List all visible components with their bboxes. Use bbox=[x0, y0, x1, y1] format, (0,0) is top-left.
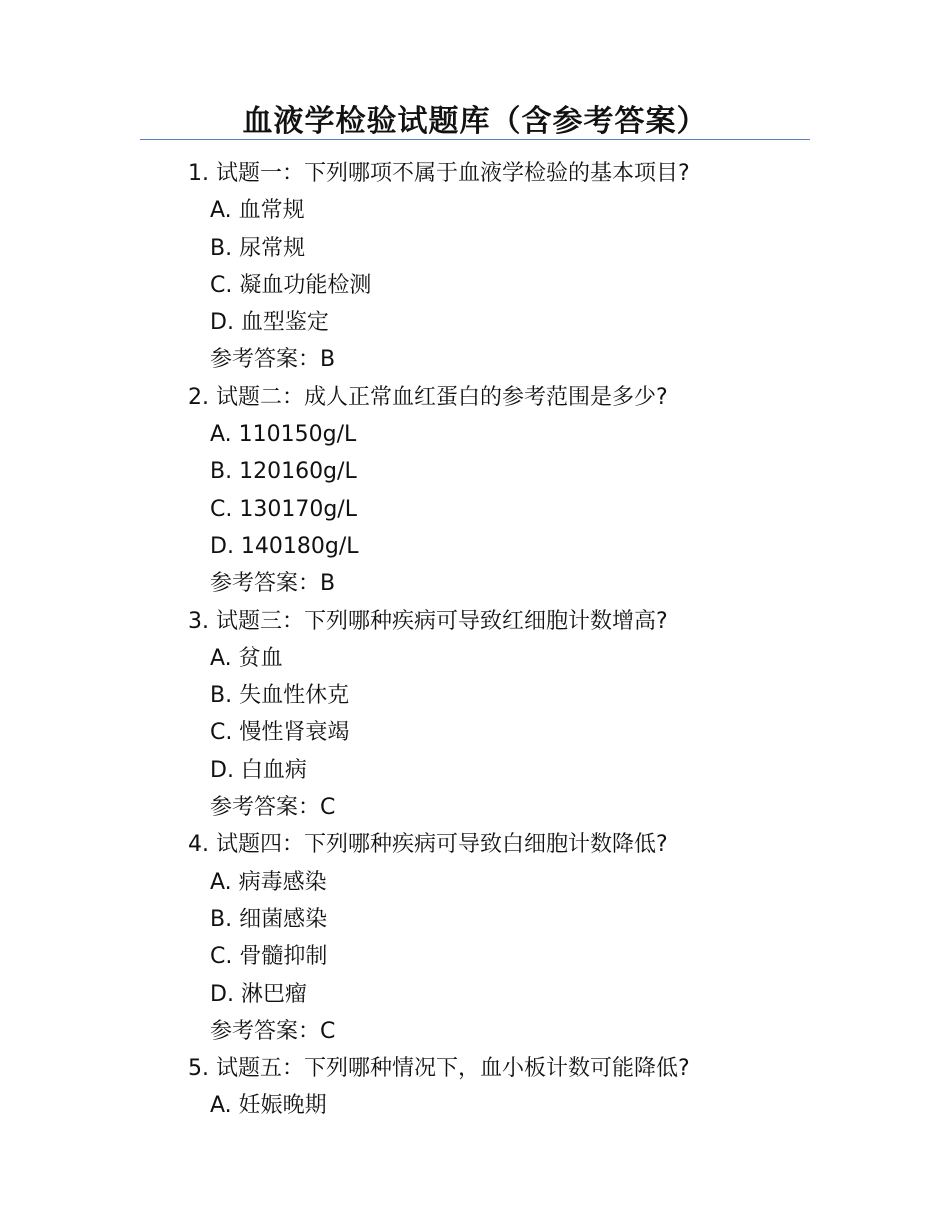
answer: 参考答案：B bbox=[210, 571, 336, 597]
option-a: A. 病毒感染 bbox=[210, 869, 327, 895]
answer: 参考答案：C bbox=[210, 795, 336, 821]
option-c: C. 慢性肾衰竭 bbox=[210, 720, 350, 746]
option-a: A. 110150g/L bbox=[210, 422, 357, 448]
option-b: B. 尿常规 bbox=[210, 235, 306, 261]
answer: 参考答案：C bbox=[210, 1018, 336, 1044]
question-text: 5. 试题五：下列哪种情况下，血小板计数可能降低? bbox=[188, 1056, 690, 1082]
question-text: 2. 试题二：成人正常血红蛋白的参考范围是多少? bbox=[188, 384, 668, 410]
option-d: D. 淋巴瘤 bbox=[210, 981, 307, 1007]
document-title: 血液学检验试题库（含参考答案） bbox=[242, 104, 708, 139]
answer: 参考答案：B bbox=[210, 347, 336, 373]
option-a: A. 妊娠晚期 bbox=[210, 1093, 327, 1119]
option-b: B. 120160g/L bbox=[210, 459, 357, 485]
question-text: 4. 试题四：下列哪种疾病可导致白细胞计数降低? bbox=[188, 832, 668, 858]
option-d: D. 140180g/L bbox=[210, 533, 359, 559]
option-b: B. 细菌感染 bbox=[210, 906, 328, 932]
question-list bbox=[188, 155, 888, 1125]
option-c: C. 凝血功能检测 bbox=[210, 272, 372, 298]
option-c: C. 骨髓抑制 bbox=[210, 944, 328, 970]
option-d: D. 白血病 bbox=[210, 757, 307, 783]
question-text: 1. 试题一：下列哪项不属于血液学检验的基本项目? bbox=[188, 161, 690, 186]
question-text: 3. 试题三：下列哪种疾病可导致红细胞计数增高? bbox=[188, 608, 668, 634]
option-c: C. 130170g/L bbox=[210, 496, 357, 522]
option-b: B. 失血性休克 bbox=[210, 683, 350, 709]
option-d: D. 血型鉴定 bbox=[210, 310, 329, 336]
title-underline bbox=[140, 139, 810, 140]
option-a: A. 贫血 bbox=[210, 645, 283, 671]
option-a: A. 血常规 bbox=[210, 198, 305, 224]
